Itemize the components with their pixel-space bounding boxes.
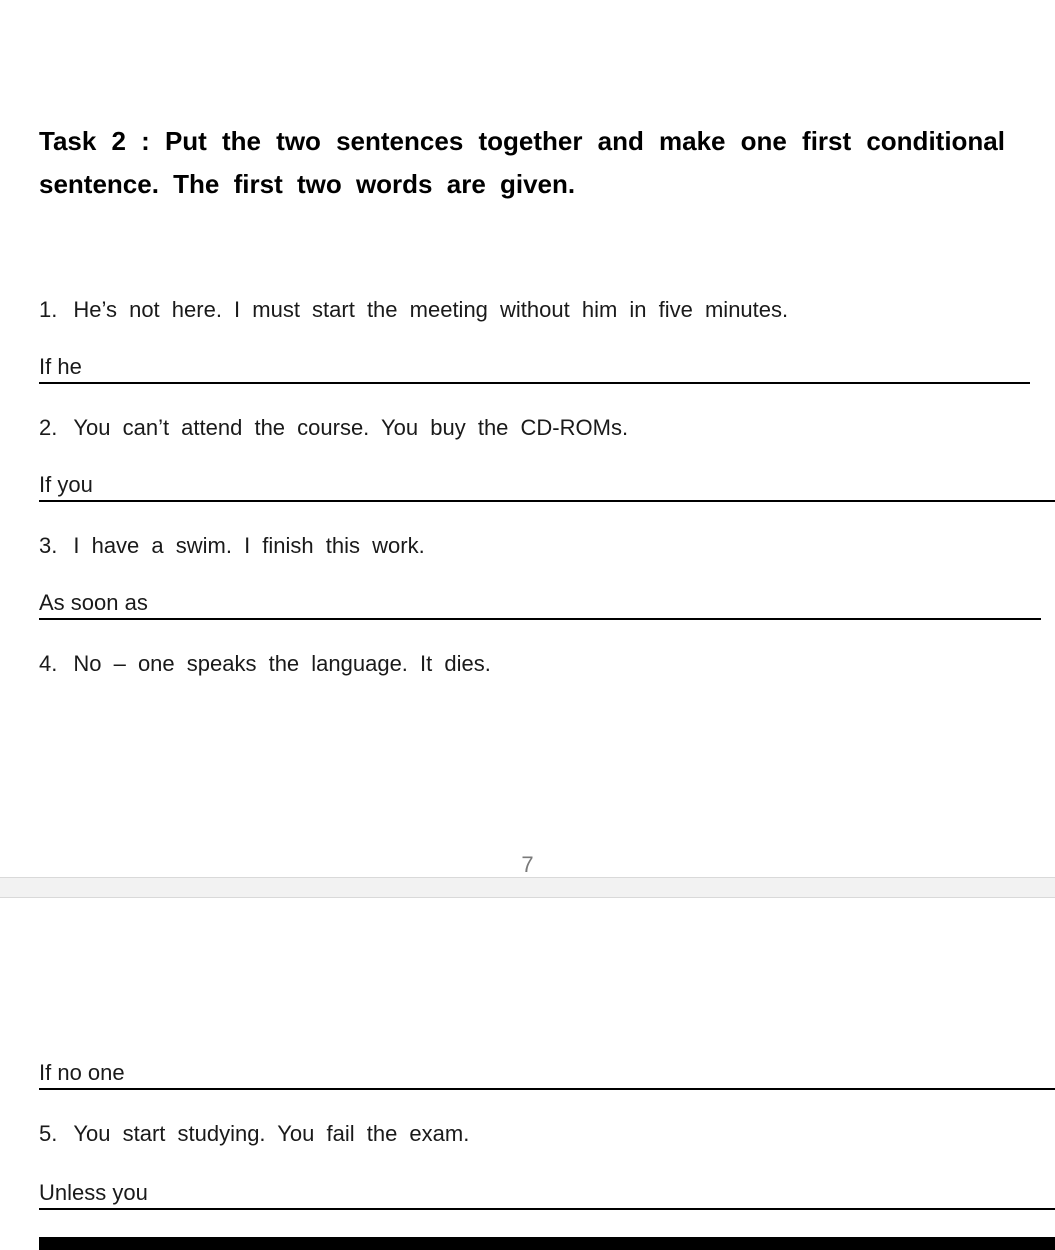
exercise-sentence: [39, 651, 491, 677]
exercise-sentence: [39, 1121, 469, 1147]
exercise-text: You can’t attend the course. You buy the CD-ROMs.: [73, 415, 629, 440]
exercise-number: 1.: [39, 297, 58, 322]
answer-blank: [39, 1052, 1055, 1090]
exercise-text: You start studying. You fail the exam.: [73, 1121, 470, 1146]
exercise-text: He’s not here. I must start the meeting without him in five minutes.: [73, 297, 789, 322]
answer-blank: [39, 346, 1030, 384]
page-break: [0, 877, 1055, 898]
exercise-sentence: [39, 297, 788, 323]
page-number: 7: [521, 852, 534, 877]
answer-prompt: If no one: [39, 1060, 125, 1085]
task-title: Task 2 : Put the two sentences together and make one first conditional sentence. The first two words are given.: [39, 126, 1005, 199]
exercise-sentence: [39, 533, 425, 559]
exercise-sentence: [39, 415, 628, 441]
answer-prompt: Unless you: [39, 1180, 148, 1205]
answer-prompt: As soon as: [39, 590, 148, 615]
exercise-text: No – one speaks the language. It dies.: [73, 651, 491, 676]
exercise-number: 4.: [39, 651, 58, 676]
exercise-number: 2.: [39, 415, 58, 440]
answer-blank: [39, 464, 1055, 502]
exercise-number: 5.: [39, 1121, 58, 1146]
exercise-number: 3.: [39, 533, 58, 558]
answer-prompt: If he: [39, 354, 82, 379]
answer-prompt: If you: [39, 472, 93, 497]
answer-blank: [39, 1172, 1055, 1210]
exercise-text: I have a swim. I finish this work.: [73, 533, 425, 558]
answer-blank: [39, 582, 1041, 620]
bottom-black-bar: [39, 1237, 1055, 1250]
